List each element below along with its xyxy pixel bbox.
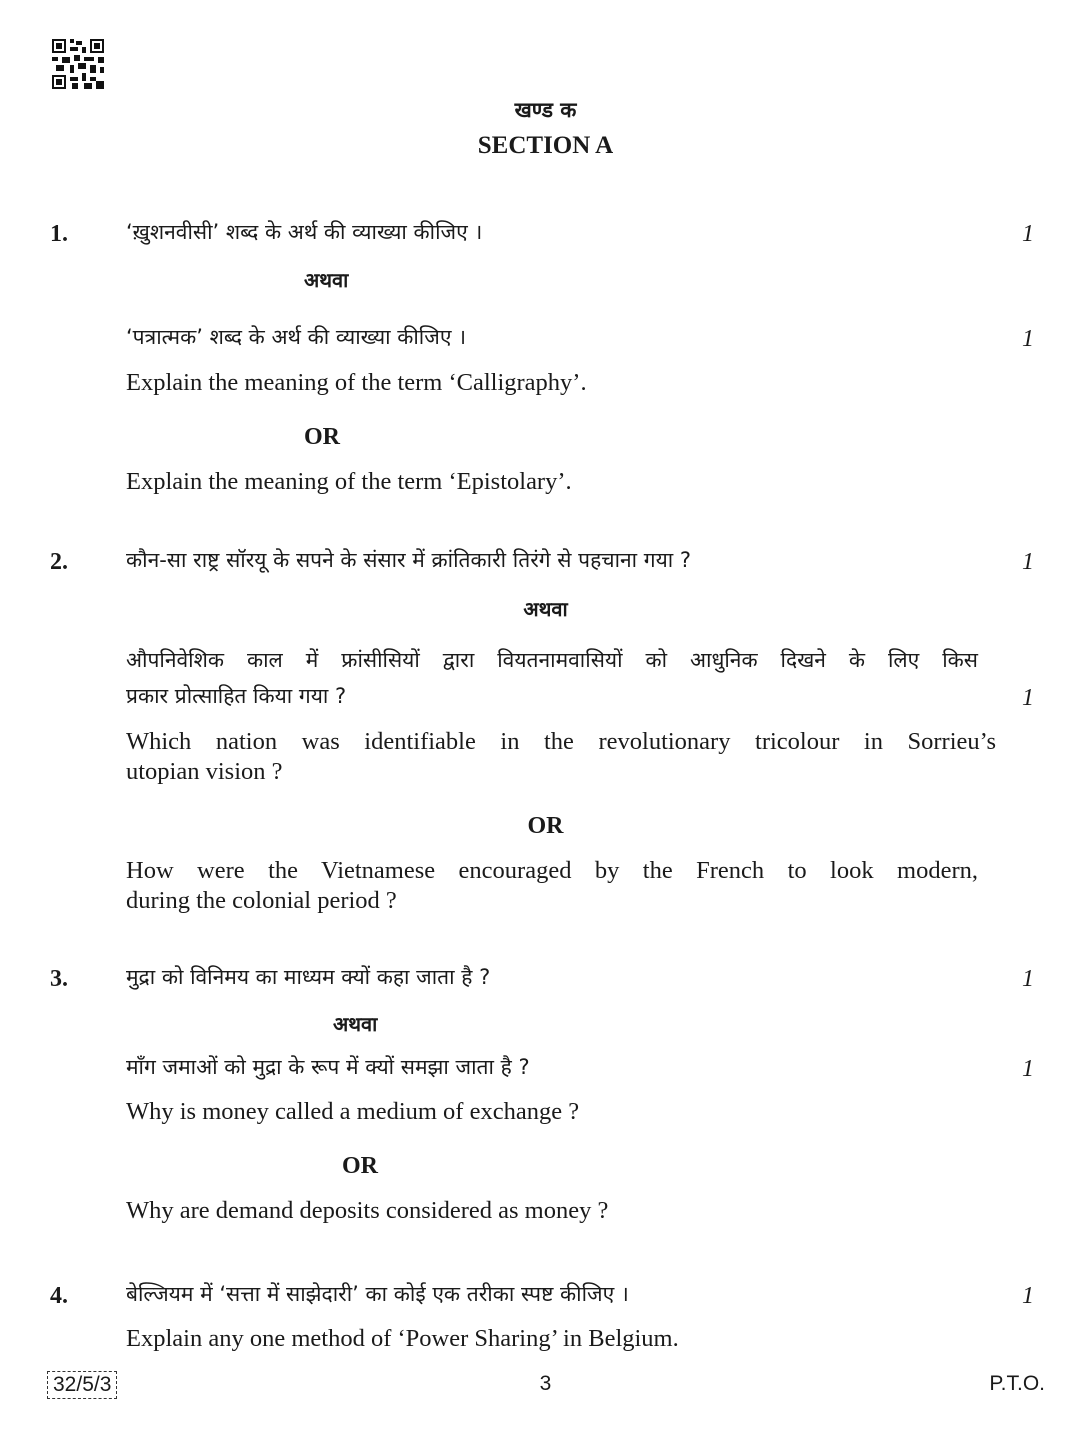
question-text-hindi: कौन-सा राष्ट्र सॉरयू के सपने के संसार में क्रांतिकारी तिरंगे से पहचाना गया ? — [126, 548, 692, 572]
question-text-line: utopian vision ? — [126, 758, 283, 785]
question-text: Explain the meaning of the term ‘Calligraphy’. — [126, 369, 587, 396]
alternative-marks: 1 — [1022, 685, 1034, 711]
question-number: 2. — [50, 549, 68, 575]
paper-code: 32/5/3 — [47, 1371, 117, 1399]
page-number: 3 — [539, 1372, 552, 1395]
question-number: 4. — [50, 1283, 68, 1309]
question-number: 3. — [50, 966, 68, 992]
or-label-hindi: अथवा — [333, 1012, 378, 1036]
question-text-hindi: बेल्जियम में ‘सत्ता में साझेदारी’ का कोई एक तरीका स्पष्ट कीजिए । — [126, 1282, 629, 1306]
question-marks: 1 — [1022, 221, 1034, 247]
question-number: 1. — [50, 221, 68, 247]
or-label-hindi: अथवा — [523, 597, 568, 621]
or-label: OR — [527, 813, 564, 839]
or-label-hindi: अथवा — [304, 268, 349, 292]
question-text-hindi: ‘ख़ुशनवीसी’ शब्द के अर्थ की व्याख्या कीजिए । — [126, 220, 483, 244]
qr-code-icon — [52, 39, 104, 89]
alternative-question: Explain the meaning of the term ‘Epistolary’. — [126, 468, 572, 495]
or-label: OR — [342, 1153, 378, 1179]
alternative-marks: 1 — [1022, 326, 1034, 352]
question-text: Why is money called a medium of exchange ? — [126, 1098, 580, 1125]
alternative-marks: 1 — [1022, 1056, 1034, 1082]
question-marks: 1 — [1022, 1283, 1034, 1309]
section-title-hindi: खण्ड क — [514, 98, 577, 122]
question-text: Explain any one method of ‘Power Sharing’ in Belgium. — [126, 1325, 679, 1352]
question-marks: 1 — [1022, 549, 1034, 575]
alternative-question-hindi-line: औपनिवेशिक काल में फ्रांसीसियों द्वारा वियतनामवासियों को आधुनिक दिखने के लिए किस — [126, 648, 978, 672]
alternative-question-line: How were the Vietnamese encouraged by the French to look modern, — [126, 857, 978, 884]
alternative-question-hindi: ‘पत्रात्मक’ शब्द के अर्थ की व्याख्या कीजिए । — [126, 325, 467, 349]
alternative-question-line: during the colonial period ? — [126, 887, 397, 914]
section-title: SECTION A — [477, 132, 614, 159]
question-text-hindi: मुद्रा को विनिमय का माध्यम क्यों कहा जाता है ? — [126, 965, 491, 989]
or-label: OR — [304, 424, 340, 450]
question-marks: 1 — [1022, 966, 1034, 992]
alternative-question-hindi-line: प्रकार प्रोत्साहित किया गया ? — [126, 684, 347, 708]
alternative-question-hindi: माँग जमाओं को मुद्रा के रूप में क्यों समझा जाता है ? — [126, 1055, 530, 1079]
alternative-question: Why are demand deposits considered as money ? — [126, 1197, 609, 1224]
question-text-line: Which nation was identifiable in the revolutionary tricolour in Sorrieu’s — [126, 728, 996, 755]
pto-label: P.T.O. — [989, 1372, 1045, 1395]
